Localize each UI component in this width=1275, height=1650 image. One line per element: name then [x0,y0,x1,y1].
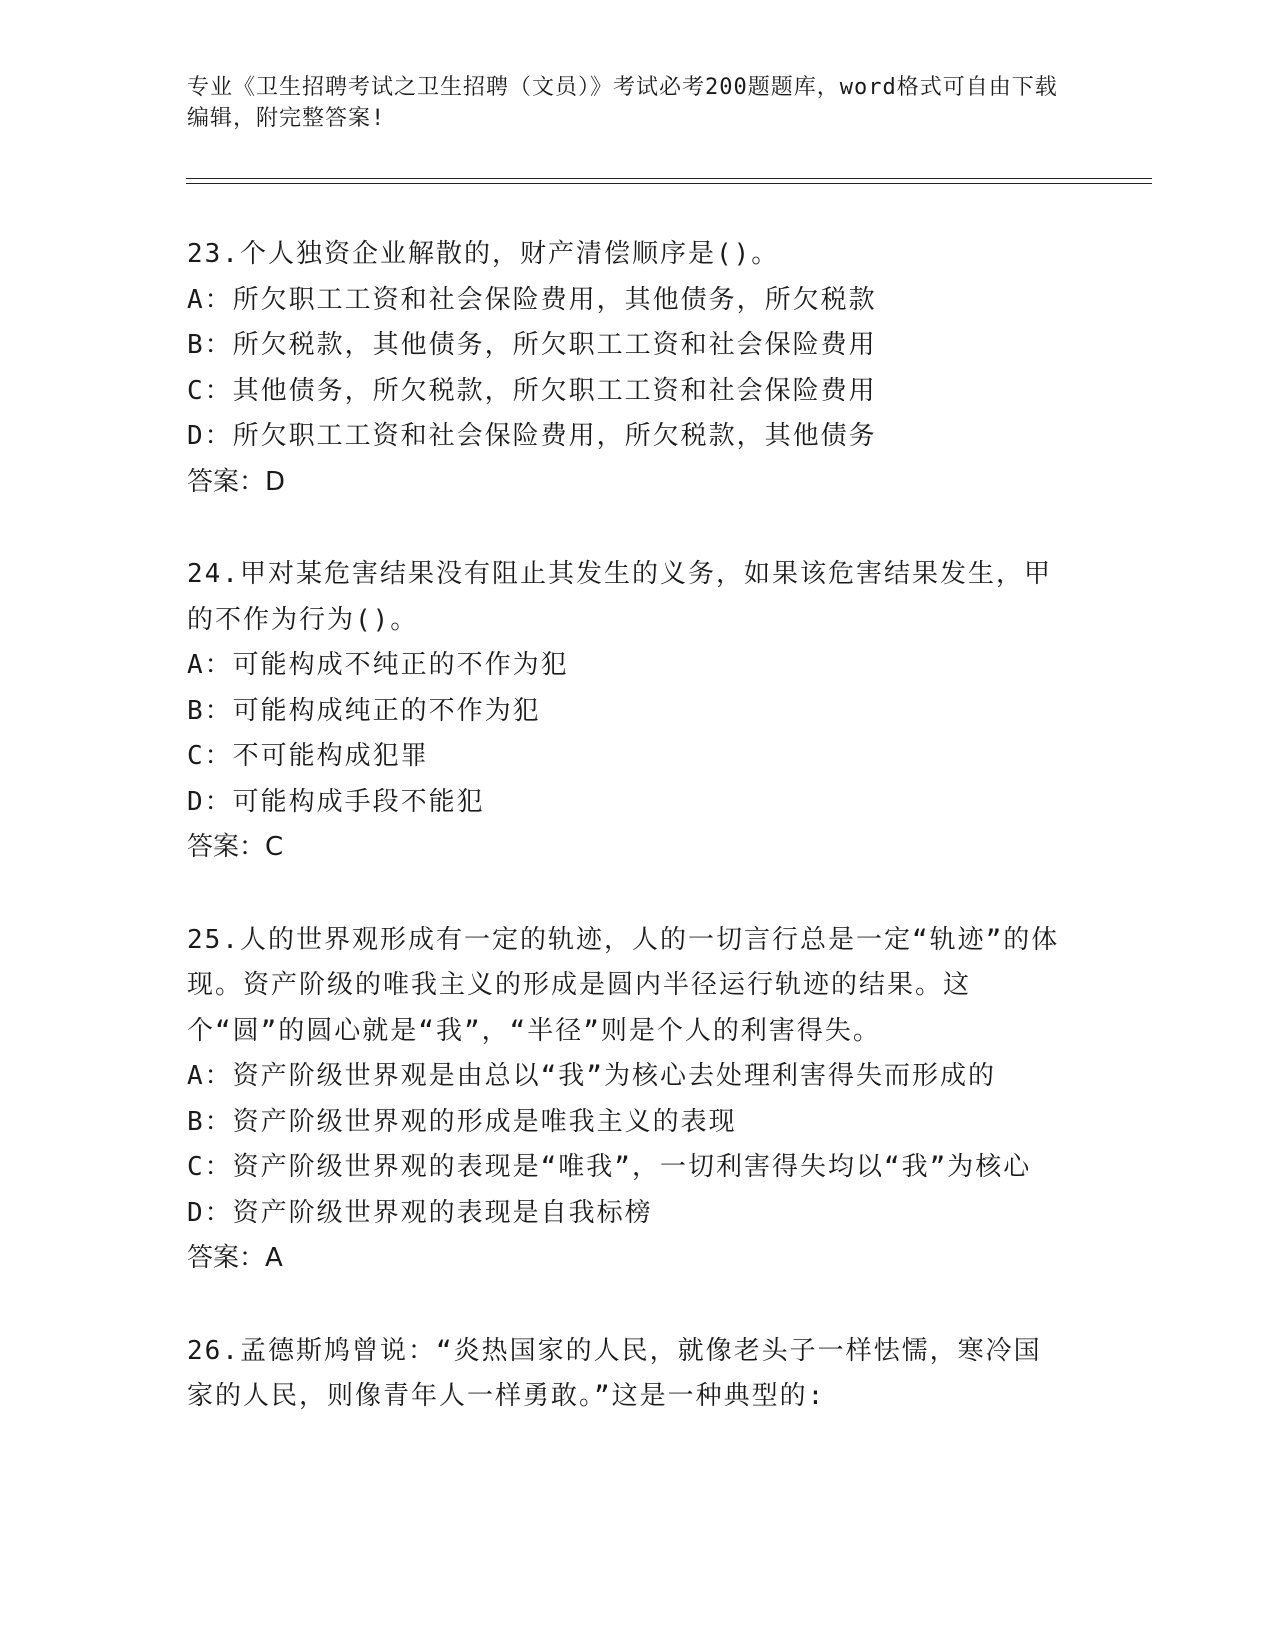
document-header: 专业《卫生招聘考试之卫生招聘（文员）》考试必考200题题库，word格式可自由下载编辑，附完整答案! [187,75,1058,131]
option-a: A：资产阶级世界观是由总以“我”为核心去处理利害得失而形成的 [187,1061,996,1091]
option-c: C：不可能构成犯罪 [187,741,429,771]
question-23 [187,232,1067,505]
answer: 答案：D [187,466,286,497]
option-b: B：资产阶级世界观的形成是唯我主义的表现 [187,1106,737,1137]
question-25 [187,918,1067,1282]
question-26 [187,1329,1067,1420]
header-divider-bottom [186,183,1152,184]
question-24 [187,552,1067,871]
option-d: D：所欠职工工资和社会保险费用，所欠税款，其他债务 [187,421,877,451]
option-a: A：可能构成不纯正的不作为犯 [187,650,569,680]
question-stem: 24.甲对某危害结果没有阻止其发生的义务，如果该危害结果发生，甲的不作为行为()。 [187,559,1052,635]
question-stem: 23.个人独资企业解散的，财产清偿顺序是()。 [187,239,780,269]
option-d: D：可能构成手段不能犯 [187,786,485,817]
option-d: D：资产阶级世界观的表现是自我标榜 [187,1197,653,1228]
option-a: A：所欠职工工资和社会保险费用，其他债务，所欠税款 [187,284,877,315]
option-b: B：所欠税款，其他债务，所欠职工工资和社会保险费用 [187,330,877,360]
header-divider-top [186,178,1152,179]
answer: 答案：A [187,1243,283,1273]
option-c: C：其他债务，所欠税款，所欠职工工资和社会保险费用 [187,375,877,406]
question-stem: 26.孟德斯鸠曾说：“炎热国家的人民，就像老头子一样怯懦，寒冷国家的人民，则像青年人一样勇敢。”这是一种典型的: [187,1335,1042,1411]
option-b: B：可能构成纯正的不作为犯 [187,695,541,726]
question-list [187,232,1067,1467]
option-c: C：资产阶级世界观的表现是“唯我”，一切利害得失均以“我”为核心 [187,1152,1032,1182]
answer: 答案：C [187,832,284,862]
question-stem: 25.人的世界观形成有一定的轨迹，人的一切言行总是一定“轨迹”的体现。资产阶级的唯我主义的形成是圆内半径运行轨迹的结果。这个“圆”的圆心就是“我”，“半径”则是个人的利害得失。 [187,924,1060,1046]
